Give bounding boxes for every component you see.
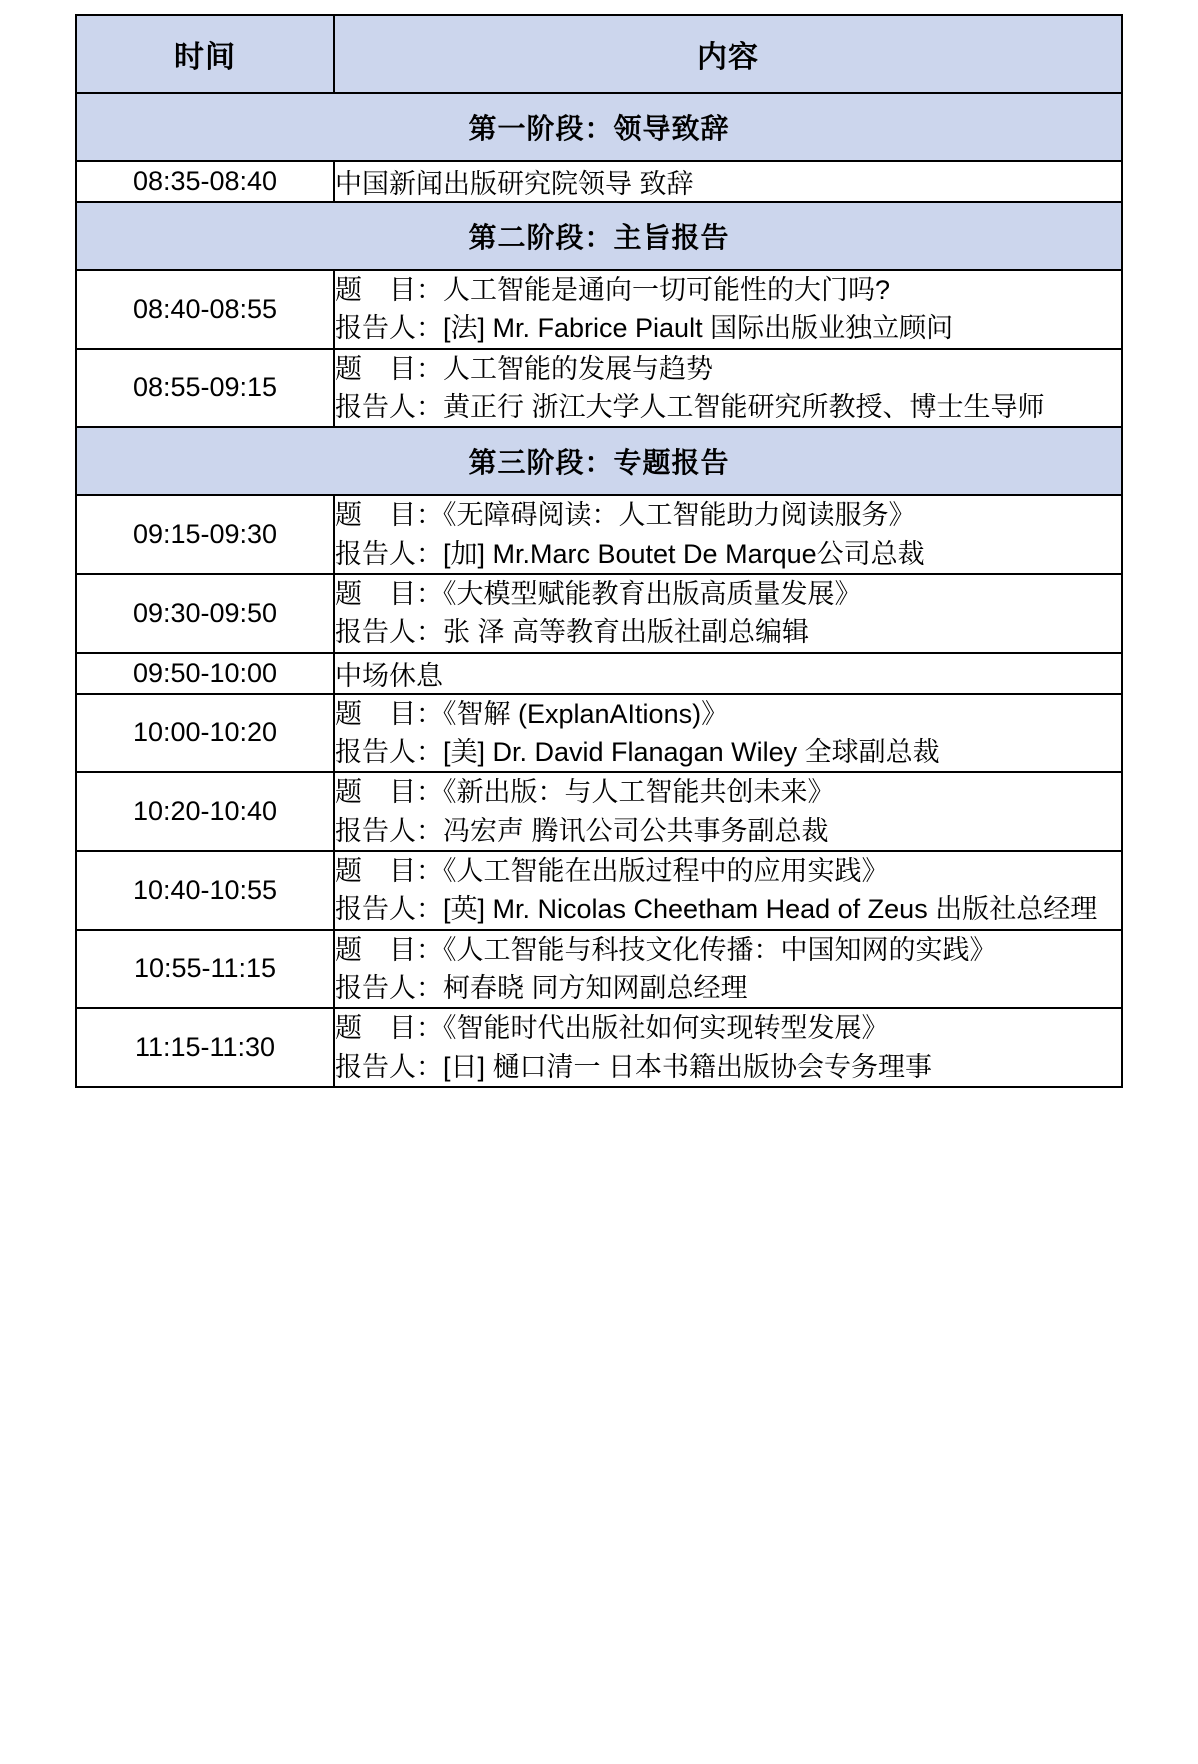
session-content-line: 题 目：人工智能是通向一切可能性的大门吗?: [335, 275, 891, 305]
session-content-line: 报告人：[加] Mr.Marc Boutet De Marque公司总裁: [335, 538, 925, 569]
session-content-line: 题 目：《智能时代出版社如何实现转型发展》: [335, 1013, 889, 1044]
session-content: [334, 161, 1122, 202]
table-row: [76, 161, 1122, 202]
table-row: [76, 574, 1122, 653]
session-content-line: 题 目：《人工智能与科技文化传播：中国知网的实践》: [335, 934, 997, 965]
session-time: 10:00-10:20: [76, 694, 334, 773]
session-content: [334, 653, 1122, 694]
session-time: 09:50-10:00: [76, 653, 334, 694]
stage-label: 第一阶段：领导致辞: [76, 93, 1122, 161]
session-content: [334, 1008, 1122, 1087]
table-row: [76, 349, 1122, 428]
session-content-line: 中国新闻出版研究院领导 致辞: [335, 169, 694, 199]
session-content: [334, 495, 1122, 574]
stage-row: [76, 427, 1122, 495]
session-content-line: 题 目：《人工智能在出版过程中的应用实践》: [335, 855, 889, 886]
table-row: [76, 851, 1122, 930]
table-header-row: [76, 15, 1122, 93]
session-content: [334, 694, 1122, 773]
stage-label: 第二阶段：主旨报告: [76, 202, 1122, 270]
table-row: [76, 495, 1122, 574]
column-header-content: 内容: [334, 15, 1122, 93]
session-time: 10:40-10:55: [76, 851, 334, 930]
session-content-line: 题 目：《智解 (ExplanAItions)》: [335, 698, 729, 729]
table-row: [76, 1008, 1122, 1087]
session-content-line: 报告人：张 泽 高等教育出版社副总编辑: [335, 617, 810, 648]
table-body: [76, 93, 1122, 1087]
session-content-line: 报告人：柯春晓 同方知网副总经理: [335, 972, 748, 1003]
table-row: [76, 772, 1122, 851]
session-time: 08:35-08:40: [76, 161, 334, 202]
stage-row: [76, 93, 1122, 161]
stage-row: [76, 202, 1122, 270]
column-header-time: 时间: [76, 15, 334, 93]
stage-label: 第三阶段：专题报告: [76, 427, 1122, 495]
session-content-line: 中场休息: [335, 660, 443, 691]
session-content-line: 报告人：[美] Dr. David Flanagan Wiley 全球副总裁: [335, 736, 940, 767]
session-content-line: 题 目：《大模型赋能教育出版高质量发展》: [335, 578, 862, 609]
table-row: [76, 930, 1122, 1009]
table-row: [76, 653, 1122, 694]
session-content: [334, 270, 1122, 349]
session-content: [334, 574, 1122, 653]
session-content: [334, 930, 1122, 1009]
session-content-line: 报告人：黄正行 浙江大学人工智能研究所教授、博士生导师: [335, 391, 1045, 422]
session-content-line: 题 目：《无障碍阅读：人工智能助力阅读服务》: [335, 500, 916, 531]
session-time: 09:15-09:30: [76, 495, 334, 574]
session-time: 08:55-09:15: [76, 349, 334, 428]
session-time: 09:30-09:50: [76, 574, 334, 653]
session-content: [334, 772, 1122, 851]
session-content-line: 报告人：[法] Mr. Fabrice Piault 国际出版业独立顾问: [335, 313, 954, 344]
session-content: [334, 851, 1122, 930]
session-content-line: 报告人：冯宏声 腾讯公司公共事务副总裁: [335, 815, 829, 846]
agenda-table: [75, 14, 1123, 1088]
session-time: 10:55-11:15: [76, 930, 334, 1009]
session-content-line: 题 目：人工智能的发展与趋势: [335, 353, 713, 384]
session-time: 11:15-11:30: [76, 1008, 334, 1087]
table-header: [76, 15, 1122, 93]
session-content-line: 报告人：[英] Mr. Nicolas Cheetham Head of Zeus 出版社总经理: [335, 894, 1098, 925]
session-content: [334, 349, 1122, 428]
table-row: [76, 270, 1122, 349]
session-content-line: 题 目：《新出版：与人工智能共创未来》: [335, 777, 835, 808]
session-time: 08:40-08:55: [76, 270, 334, 349]
table-row: [76, 694, 1122, 773]
session-content-line: 报告人：[日] 樋口清一 日本书籍出版协会专务理事: [335, 1051, 933, 1082]
session-time: 10:20-10:40: [76, 772, 334, 851]
